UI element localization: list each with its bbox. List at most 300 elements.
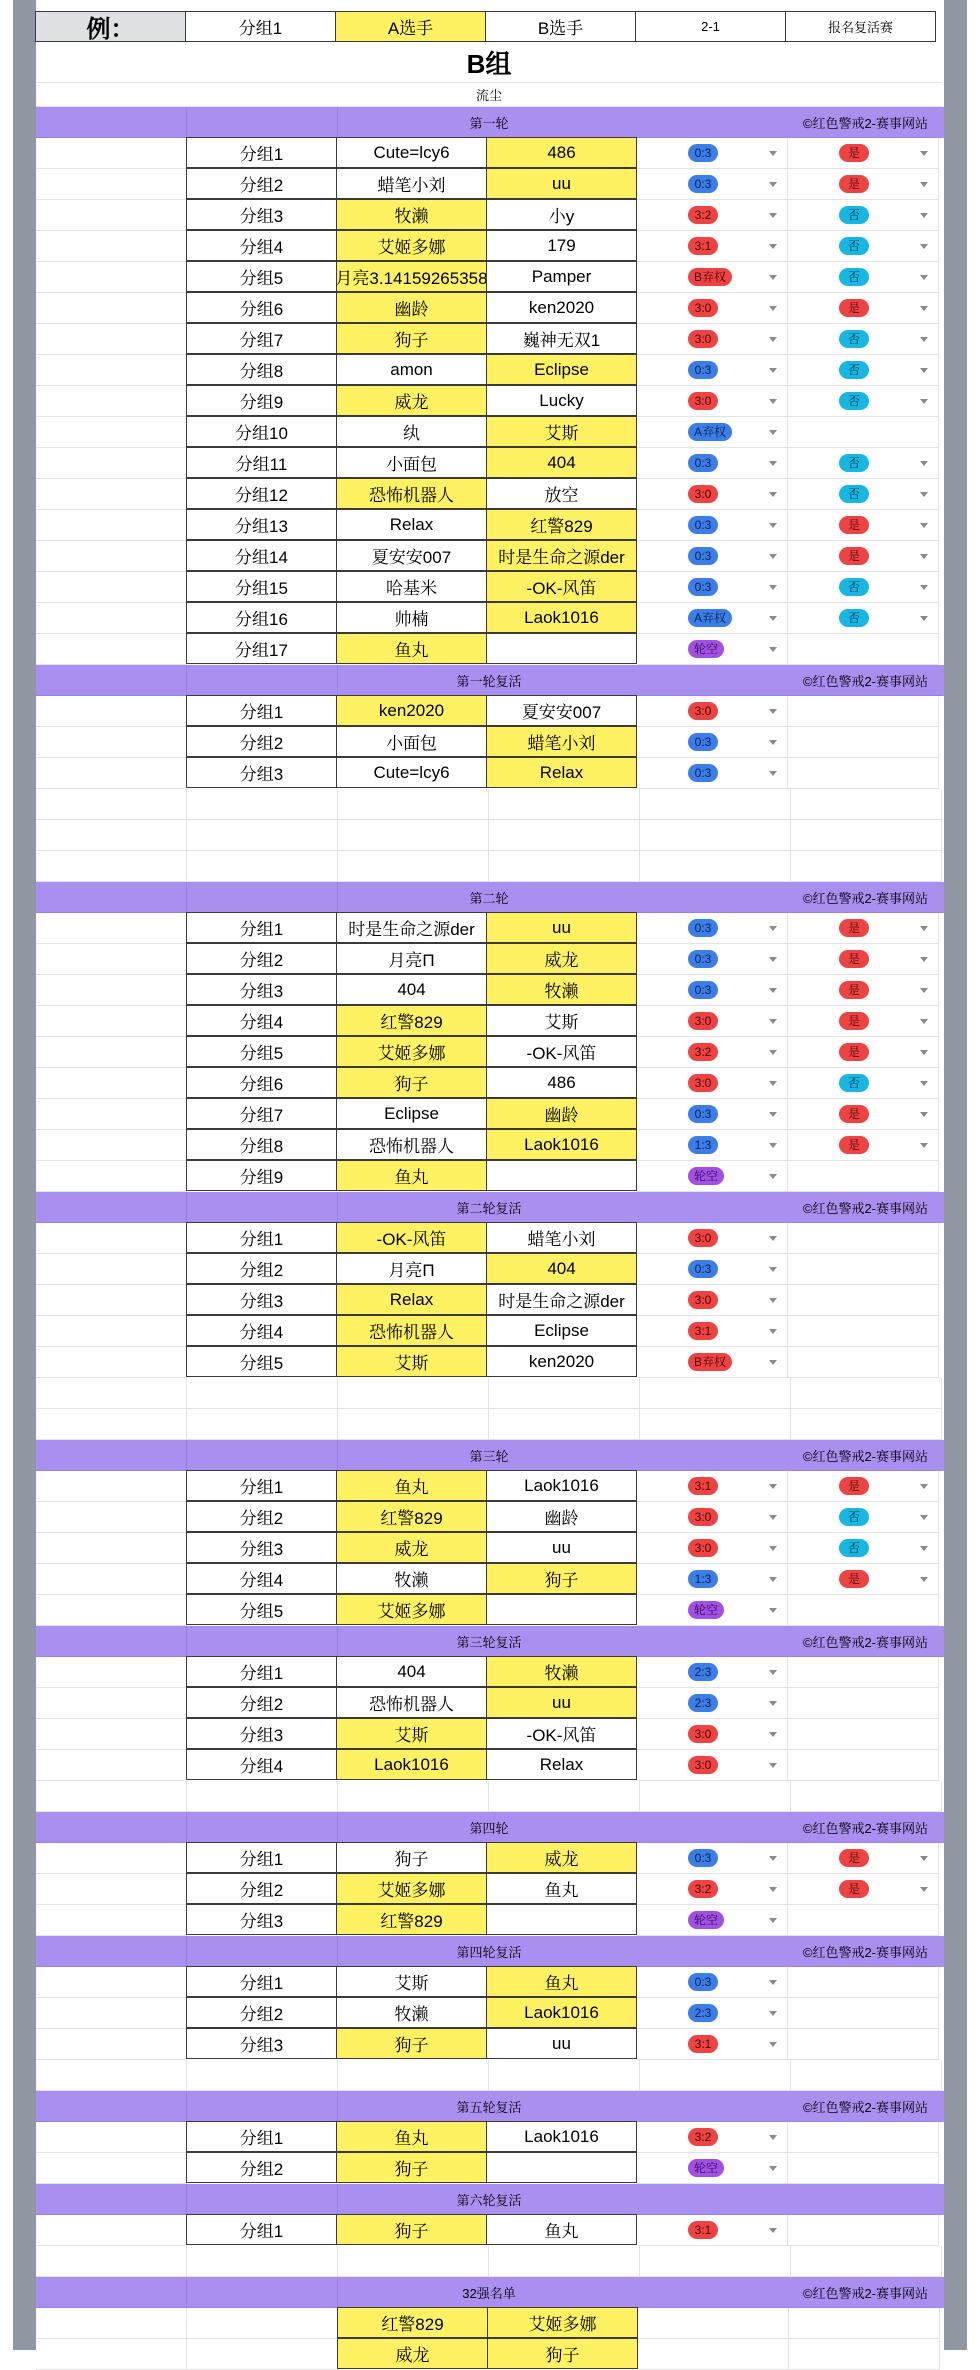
registration-cell[interactable] [788, 200, 939, 231]
score-cell[interactable] [637, 1099, 788, 1130]
chevron-down-icon[interactable] [769, 461, 777, 466]
registration-cell[interactable] [788, 1471, 939, 1502]
score-cell[interactable] [637, 448, 788, 479]
chevron-down-icon[interactable] [769, 740, 777, 745]
chevron-down-icon[interactable] [769, 2011, 777, 2016]
player-a-cell[interactable]: 红警829 [336, 1904, 487, 1935]
registration-cell-empty[interactable] [788, 2029, 939, 2060]
group-cell[interactable]: 分组9 [186, 385, 337, 416]
chevron-down-icon[interactable] [769, 2135, 777, 2140]
player-a-cell[interactable]: 哈基米 [336, 571, 487, 602]
registration-cell-empty[interactable] [788, 696, 939, 727]
chevron-down-icon[interactable] [920, 399, 928, 404]
player-b-cell[interactable]: 404 [486, 447, 637, 478]
chevron-down-icon[interactable] [920, 1143, 928, 1148]
player-b-cell[interactable]: 鱼丸 [486, 1873, 637, 1904]
score-cell[interactable] [637, 1657, 788, 1688]
player-b-cell[interactable]: 威龙 [486, 1842, 637, 1873]
score-cell[interactable] [637, 324, 788, 355]
registration-cell-empty[interactable] [788, 634, 939, 665]
score-cell[interactable] [637, 2215, 788, 2246]
chevron-down-icon[interactable] [769, 554, 777, 559]
registration-cell-empty[interactable] [788, 2122, 939, 2153]
registration-cell[interactable] [788, 324, 939, 355]
chevron-down-icon[interactable] [769, 1298, 777, 1303]
player-a-cell[interactable]: Relax [336, 1284, 487, 1315]
registration-cell[interactable] [788, 572, 939, 603]
registration-cell[interactable] [788, 913, 939, 944]
chevron-down-icon[interactable] [769, 1701, 777, 1706]
registration-cell[interactable] [788, 1843, 939, 1874]
score-cell[interactable] [637, 1843, 788, 1874]
group-cell[interactable]: 分组15 [186, 571, 337, 602]
registration-cell-empty[interactable] [788, 1316, 939, 1347]
chevron-down-icon[interactable] [769, 1360, 777, 1365]
group-cell[interactable]: 分组3 [186, 2028, 337, 2059]
registration-cell-empty[interactable] [788, 727, 939, 758]
registration-cell[interactable] [788, 1874, 939, 1905]
player-a-cell[interactable]: 狗子 [336, 1842, 487, 1873]
group-cell[interactable]: 分组1 [186, 137, 337, 168]
score-cell[interactable] [637, 696, 788, 727]
qualified-player[interactable]: 红警829 [337, 2307, 488, 2338]
player-b-cell[interactable]: 牧濑 [486, 1656, 637, 1687]
registration-cell-empty[interactable] [788, 1223, 939, 1254]
chevron-down-icon[interactable] [920, 1019, 928, 1024]
player-b-cell[interactable]: Eclipse [486, 1315, 637, 1346]
player-b-cell[interactable]: 蜡笔小刘 [486, 1222, 637, 1253]
player-b-cell[interactable]: 幽龄 [486, 1501, 637, 1532]
group-cell[interactable]: 分组2 [186, 168, 337, 199]
chevron-down-icon[interactable] [769, 1329, 777, 1334]
group-cell[interactable]: 分组10 [186, 416, 337, 447]
registration-cell[interactable] [788, 293, 939, 324]
group-cell[interactable]: 分组4 [186, 1005, 337, 1036]
group-cell[interactable]: 分组2 [186, 943, 337, 974]
player-a-cell[interactable]: 狗子 [336, 2152, 487, 2183]
registration-cell[interactable] [788, 231, 939, 262]
chevron-down-icon[interactable] [920, 492, 928, 497]
chevron-down-icon[interactable] [769, 709, 777, 714]
group-cell[interactable]: 分组13 [186, 509, 337, 540]
player-a-cell[interactable]: 恐怖机器人 [336, 1687, 487, 1718]
player-a-cell[interactable]: 404 [336, 1656, 487, 1687]
chevron-down-icon[interactable] [769, 1143, 777, 1148]
player-b-cell[interactable]: Laok1016 [486, 2121, 637, 2152]
group-cell[interactable]: 分组11 [186, 447, 337, 478]
player-b-cell[interactable]: Laok1016 [486, 1997, 637, 2028]
score-cell[interactable] [637, 758, 788, 789]
group-cell[interactable]: 分组1 [186, 912, 337, 943]
score-cell[interactable] [637, 510, 788, 541]
chevron-down-icon[interactable] [920, 957, 928, 962]
score-cell[interactable] [637, 1223, 788, 1254]
chevron-down-icon[interactable] [920, 213, 928, 218]
score-cell[interactable] [637, 1347, 788, 1378]
player-a-cell[interactable]: 404 [336, 974, 487, 1005]
player-b-cell[interactable]: -OK-风笛 [486, 1036, 637, 1067]
player-a-cell[interactable]: 小面包 [336, 726, 487, 757]
player-a-cell[interactable]: 艾姬多娜 [336, 1594, 487, 1625]
group-cell[interactable]: 分组1 [186, 1842, 337, 1873]
registration-cell[interactable] [788, 262, 939, 293]
player-a-cell[interactable]: 狗子 [336, 1067, 487, 1098]
chevron-down-icon[interactable] [769, 306, 777, 311]
chevron-down-icon[interactable] [769, 2042, 777, 2047]
score-cell[interactable] [637, 1998, 788, 2029]
chevron-down-icon[interactable] [920, 1577, 928, 1582]
chevron-down-icon[interactable] [920, 461, 928, 466]
score-cell[interactable] [637, 1905, 788, 1936]
registration-cell[interactable] [788, 1533, 939, 1564]
registration-cell[interactable] [788, 479, 939, 510]
player-a-cell[interactable]: 狗子 [336, 2214, 487, 2245]
chevron-down-icon[interactable] [769, 1174, 777, 1179]
group-cell[interactable]: 分组1 [186, 1656, 337, 1687]
score-cell[interactable] [637, 1502, 788, 1533]
player-a-cell[interactable]: 狗子 [336, 323, 487, 354]
score-cell[interactable] [637, 479, 788, 510]
player-b-cell[interactable]: Eclipse [486, 354, 637, 385]
chevron-down-icon[interactable] [769, 585, 777, 590]
registration-cell-empty[interactable] [788, 1688, 939, 1719]
player-a-cell[interactable]: Laok1016 [336, 1749, 487, 1780]
score-cell[interactable] [637, 1037, 788, 1068]
score-cell[interactable] [637, 1006, 788, 1037]
player-b-cell[interactable]: 艾斯 [486, 1005, 637, 1036]
player-b-cell[interactable]: Laok1016 [486, 1470, 637, 1501]
registration-cell-empty[interactable] [788, 1254, 939, 1285]
chevron-down-icon[interactable] [920, 1856, 928, 1861]
player-b-cell[interactable]: uu [486, 1532, 637, 1563]
group-cell[interactable]: 分组1 [186, 1470, 337, 1501]
group-cell[interactable]: 分组1 [186, 1966, 337, 1997]
group-cell[interactable]: 分组3 [186, 1284, 337, 1315]
group-cell[interactable]: 分组7 [186, 1098, 337, 1129]
player-a-cell[interactable]: 牧濑 [336, 1563, 487, 1594]
score-cell[interactable] [637, 727, 788, 758]
chevron-down-icon[interactable] [769, 275, 777, 280]
chevron-down-icon[interactable] [920, 1484, 928, 1489]
player-a-cell[interactable]: 艾斯 [336, 1346, 487, 1377]
player-b-cell[interactable]: uu [486, 2028, 637, 2059]
chevron-down-icon[interactable] [769, 988, 777, 993]
group-cell[interactable]: 分组2 [186, 726, 337, 757]
score-cell[interactable] [637, 386, 788, 417]
chevron-down-icon[interactable] [920, 1112, 928, 1117]
player-b-cell[interactable]: uu [486, 168, 637, 199]
registration-cell-empty[interactable] [788, 417, 939, 448]
score-cell[interactable] [637, 1130, 788, 1161]
player-b-cell[interactable]: Laok1016 [486, 602, 637, 633]
chevron-down-icon[interactable] [769, 1112, 777, 1117]
player-a-cell[interactable]: 鱼丸 [336, 1160, 487, 1191]
group-cell[interactable]: 分组3 [186, 974, 337, 1005]
score-cell[interactable] [637, 572, 788, 603]
chevron-down-icon[interactable] [769, 1236, 777, 1241]
player-b-cell[interactable] [486, 1594, 637, 1625]
chevron-down-icon[interactable] [769, 492, 777, 497]
chevron-down-icon[interactable] [920, 182, 928, 187]
registration-cell-empty[interactable] [788, 1750, 939, 1781]
registration-cell[interactable] [788, 169, 939, 200]
chevron-down-icon[interactable] [920, 368, 928, 373]
player-b-cell[interactable] [486, 1904, 637, 1935]
player-b-cell[interactable]: 艾斯 [486, 416, 637, 447]
chevron-down-icon[interactable] [769, 1546, 777, 1551]
player-a-cell[interactable]: 月亮П [336, 943, 487, 974]
player-a-cell[interactable]: 幽龄 [336, 292, 487, 323]
player-a-cell[interactable]: 恐怖机器人 [336, 1315, 487, 1346]
example-group[interactable]: 分组1 [185, 11, 336, 42]
score-cell[interactable] [637, 1533, 788, 1564]
example-label[interactable]: 例： [35, 11, 186, 42]
player-a-cell[interactable]: 艾姬多娜 [336, 230, 487, 261]
score-cell[interactable] [637, 913, 788, 944]
group-cell[interactable]: 分组5 [186, 1036, 337, 1067]
registration-cell-empty[interactable] [788, 2215, 939, 2246]
score-cell[interactable] [637, 293, 788, 324]
chevron-down-icon[interactable] [769, 1267, 777, 1272]
registration-cell-empty[interactable] [788, 758, 939, 789]
group-cell[interactable]: 分组3 [186, 199, 337, 230]
score-cell[interactable] [637, 1564, 788, 1595]
example-player-a[interactable]: A选手 [335, 11, 486, 42]
example-player-b[interactable]: B选手 [485, 11, 636, 42]
chevron-down-icon[interactable] [769, 244, 777, 249]
chevron-down-icon[interactable] [920, 554, 928, 559]
registration-cell[interactable] [788, 975, 939, 1006]
player-b-cell[interactable]: 红警829 [486, 509, 637, 540]
player-a-cell[interactable]: Cute=lcy6 [336, 757, 487, 788]
player-b-cell[interactable]: 486 [486, 1067, 637, 1098]
chevron-down-icon[interactable] [920, 926, 928, 931]
registration-cell-empty[interactable] [788, 1998, 939, 2029]
score-cell[interactable] [637, 634, 788, 665]
chevron-down-icon[interactable] [769, 337, 777, 342]
score-cell[interactable] [637, 262, 788, 293]
score-cell[interactable] [637, 2122, 788, 2153]
chevron-down-icon[interactable] [920, 1050, 928, 1055]
chevron-down-icon[interactable] [769, 1763, 777, 1768]
chevron-down-icon[interactable] [769, 957, 777, 962]
player-b-cell[interactable]: Relax [486, 1749, 637, 1780]
qualified-player[interactable]: 威龙 [337, 2338, 488, 2369]
player-b-cell[interactable]: 时是生命之源der [486, 1284, 637, 1315]
score-cell[interactable] [637, 1285, 788, 1316]
group-cell[interactable]: 分组3 [186, 757, 337, 788]
group-cell[interactable]: 分组3 [186, 1532, 337, 1563]
group-cell[interactable]: 分组1 [186, 1222, 337, 1253]
group-cell[interactable]: 分组4 [186, 1749, 337, 1780]
group-cell[interactable]: 分组12 [186, 478, 337, 509]
chevron-down-icon[interactable] [769, 616, 777, 621]
group-cell[interactable]: 分组2 [186, 1253, 337, 1284]
player-b-cell[interactable]: 巍神无双1 [486, 323, 637, 354]
player-a-cell[interactable]: Eclipse [336, 1098, 487, 1129]
score-cell[interactable] [637, 1874, 788, 1905]
group-cell[interactable]: 分组3 [186, 1904, 337, 1935]
registration-cell[interactable] [788, 1006, 939, 1037]
group-cell[interactable]: 分组5 [186, 1346, 337, 1377]
score-cell[interactable] [637, 231, 788, 262]
player-a-cell[interactable]: Cute=lcy6 [336, 137, 487, 168]
player-a-cell[interactable]: 鱼丸 [336, 633, 487, 664]
group-cell[interactable]: 分组4 [186, 1563, 337, 1594]
registration-cell-empty[interactable] [788, 1595, 939, 1626]
registration-cell-empty[interactable] [788, 1285, 939, 1316]
chevron-down-icon[interactable] [769, 2166, 777, 2171]
chevron-down-icon[interactable] [769, 1608, 777, 1613]
registration-cell[interactable] [788, 386, 939, 417]
group-cell[interactable]: 分组17 [186, 633, 337, 664]
score-cell[interactable] [637, 355, 788, 386]
player-b-cell[interactable]: uu [486, 912, 637, 943]
score-cell[interactable] [637, 603, 788, 634]
score-cell[interactable] [637, 1688, 788, 1719]
player-a-cell[interactable]: 狗子 [336, 2028, 487, 2059]
group-cell[interactable]: 分组4 [186, 230, 337, 261]
chevron-down-icon[interactable] [769, 1515, 777, 1520]
player-b-cell[interactable]: 486 [486, 137, 637, 168]
player-a-cell[interactable]: Relax [336, 509, 487, 540]
chevron-down-icon[interactable] [769, 926, 777, 931]
group-cell[interactable]: 分组1 [186, 695, 337, 726]
player-a-cell[interactable]: 恐怖机器人 [336, 478, 487, 509]
player-b-cell[interactable] [486, 633, 637, 664]
player-a-cell[interactable]: 艾斯 [336, 1718, 487, 1749]
player-b-cell[interactable]: 牧濑 [486, 974, 637, 1005]
score-cell[interactable] [637, 1967, 788, 1998]
group-cell[interactable]: 分组8 [186, 354, 337, 385]
score-cell[interactable] [637, 169, 788, 200]
group-cell[interactable]: 分组4 [186, 1315, 337, 1346]
group-cell[interactable]: 分组16 [186, 602, 337, 633]
chevron-down-icon[interactable] [769, 771, 777, 776]
player-a-cell[interactable]: 威龙 [336, 385, 487, 416]
registration-cell[interactable] [788, 1037, 939, 1068]
player-b-cell[interactable]: 狗子 [486, 1563, 637, 1594]
chevron-down-icon[interactable] [920, 151, 928, 156]
player-b-cell[interactable]: 小y [486, 199, 637, 230]
registration-cell-empty[interactable] [788, 2153, 939, 2184]
player-b-cell[interactable]: 179 [486, 230, 637, 261]
group-cell[interactable]: 分组9 [186, 1160, 337, 1191]
score-cell[interactable] [637, 417, 788, 448]
player-a-cell[interactable]: 蜡笔小刘 [336, 168, 487, 199]
player-b-cell[interactable] [486, 2152, 637, 2183]
chevron-down-icon[interactable] [769, 1856, 777, 1861]
score-cell[interactable] [637, 138, 788, 169]
group-cell[interactable]: 分组2 [186, 1501, 337, 1532]
player-a-cell[interactable]: 鱼丸 [336, 1470, 487, 1501]
registration-cell[interactable] [788, 541, 939, 572]
group-cell[interactable]: 分组5 [186, 261, 337, 292]
player-a-cell[interactable]: 月亮П [336, 1253, 487, 1284]
player-a-cell[interactable]: 小面包 [336, 447, 487, 478]
player-a-cell[interactable]: 夏安安007 [336, 540, 487, 571]
player-b-cell[interactable]: 幽龄 [486, 1098, 637, 1129]
score-cell[interactable] [637, 1254, 788, 1285]
chevron-down-icon[interactable] [920, 1546, 928, 1551]
player-b-cell[interactable]: uu [486, 1687, 637, 1718]
chevron-down-icon[interactable] [920, 1081, 928, 1086]
chevron-down-icon[interactable] [769, 213, 777, 218]
registration-cell-empty[interactable] [788, 1657, 939, 1688]
player-b-cell[interactable]: Lucky [486, 385, 637, 416]
group-cell[interactable]: 分组2 [186, 2152, 337, 2183]
chevron-down-icon[interactable] [769, 1050, 777, 1055]
score-cell[interactable] [637, 200, 788, 231]
player-a-cell[interactable]: 艾姬多娜 [336, 1873, 487, 1904]
player-a-cell[interactable]: 牧濑 [336, 199, 487, 230]
group-cell[interactable]: 分组8 [186, 1129, 337, 1160]
registration-cell[interactable] [788, 355, 939, 386]
chevron-down-icon[interactable] [769, 399, 777, 404]
registration-cell[interactable] [788, 138, 939, 169]
chevron-down-icon[interactable] [769, 1484, 777, 1489]
player-a-cell[interactable]: 艾斯 [336, 1966, 487, 1997]
player-a-cell[interactable]: amon [336, 354, 487, 385]
player-b-cell[interactable]: Pamper [486, 261, 637, 292]
registration-cell-empty[interactable] [788, 1719, 939, 1750]
registration-cell[interactable] [788, 603, 939, 634]
chevron-down-icon[interactable] [769, 151, 777, 156]
example-registration[interactable]: 报名复活赛 [785, 11, 936, 42]
chevron-down-icon[interactable] [920, 585, 928, 590]
score-cell[interactable] [637, 1316, 788, 1347]
chevron-down-icon[interactable] [920, 523, 928, 528]
player-a-cell[interactable]: -OK-风笛 [336, 1222, 487, 1253]
player-a-cell[interactable]: 时是生命之源der [336, 912, 487, 943]
score-cell[interactable] [637, 975, 788, 1006]
registration-cell[interactable] [788, 1502, 939, 1533]
chevron-down-icon[interactable] [769, 523, 777, 528]
score-cell[interactable] [637, 1719, 788, 1750]
registration-cell[interactable] [788, 1099, 939, 1130]
player-a-cell[interactable]: ken2020 [336, 695, 487, 726]
score-cell[interactable] [637, 2153, 788, 2184]
score-cell[interactable] [637, 2029, 788, 2060]
player-b-cell[interactable]: 夏安安007 [486, 695, 637, 726]
chevron-down-icon[interactable] [920, 337, 928, 342]
score-cell[interactable] [637, 944, 788, 975]
player-b-cell[interactable]: 威龙 [486, 943, 637, 974]
group-cell[interactable]: 分组2 [186, 1873, 337, 1904]
player-b-cell[interactable]: 鱼丸 [486, 1966, 637, 1997]
player-a-cell[interactable]: 纨 [336, 416, 487, 447]
registration-cell[interactable] [788, 510, 939, 541]
qualified-player[interactable]: 狗子 [487, 2338, 638, 2369]
player-a-cell[interactable]: 牧濑 [336, 1997, 487, 2028]
player-b-cell[interactable]: Laok1016 [486, 1129, 637, 1160]
player-b-cell[interactable]: -OK-风笛 [486, 571, 637, 602]
chevron-down-icon[interactable] [769, 1670, 777, 1675]
player-b-cell[interactable]: 404 [486, 1253, 637, 1284]
group-cell[interactable]: 分组2 [186, 1997, 337, 2028]
registration-cell-empty[interactable] [788, 1905, 939, 1936]
player-a-cell[interactable]: 艾姬多娜 [336, 1036, 487, 1067]
chevron-down-icon[interactable] [920, 616, 928, 621]
group-cell[interactable]: 分组1 [186, 2121, 337, 2152]
chevron-down-icon[interactable] [769, 1577, 777, 1582]
score-cell[interactable] [637, 1750, 788, 1781]
chevron-down-icon[interactable] [769, 182, 777, 187]
chevron-down-icon[interactable] [769, 647, 777, 652]
player-a-cell[interactable]: 帅楠 [336, 602, 487, 633]
player-a-cell[interactable]: 威龙 [336, 1532, 487, 1563]
player-b-cell[interactable]: 时是生命之源der [486, 540, 637, 571]
